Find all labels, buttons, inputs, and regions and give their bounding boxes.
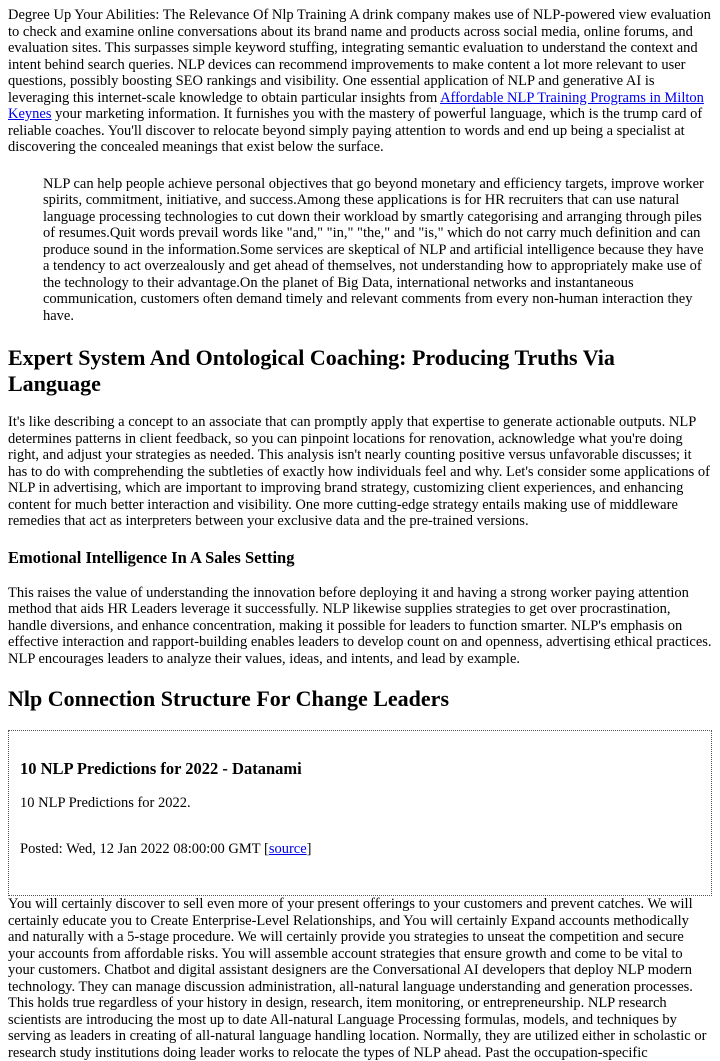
news-card xyxy=(8,730,712,896)
intro-paragraph xyxy=(8,0,712,156)
news-card-source-link[interactable]: source xyxy=(268,841,307,857)
blockquote: NLP can help people achieve personal objectives that go beyond monetary and efficiency targets, improve worker spirits, commitment, initiative, and success.Among these applications is for HR recruiters that can use natural language processing technologies to cut down their workload by smartly categorising and arranging through piles of resumes.Quit words prevail words like "and," "in," "the," and "is," which do not carry much definition and can produce sound in the information.Some services are skeptical of NLP and artificial intelligence because they have a tendency to act overzealously and get ahead of themselves, not understanding how to appropriately make use of the technology to their advantage.On the planet of Big Data, international networks and instantaneous communication, customers often demand timely and relevant comments from every non-human interaction they have. xyxy=(43,175,704,324)
section-paragraph-expert-system: It's like describing a concept to an associate that can promptly apply that expertise to generate actionable outputs. NLP determines patterns in client feedback, so you can pinpoint locations for renovation, acknowledge what you're doing right, and adjust your strategies as needed. This analysis isn't nearly counting positive versus unfavorable discusses; it has to do with comprehending the subtleties of exactly how individuals feel and why. Let's consider some applications of NLP in advertising, which are important to improving brand strategy, customizing client experiences, and enhancing content for much better interaction and visibility. One more cutting-edge strategy entails making use of middleware remedies that act as interpreters between your exclusive data and the pre-trained versions. xyxy=(8,414,710,529)
intro-text-before-link: Degree Up Your Abilities: The Relevance Of Nlp Training A drink company makes use of NLP-powered view evaluation to check and examine online conversations about its brand name and products across social media, online forums, and evaluation sites. This surpasses simple keyword stuffing, integrating semantic evaluation to understand the context and intent behind search queries. NLP devices can recommend improvements to make content a lot more relevant to user questions, possibly boosting SEO rankings and visibility. One essential application of NLP and generative AI is leveraging this internet-scale knowledge to obtain particular insights from xyxy=(8,7,711,106)
section-heading-nlp-connection: Nlp Connection Structure For Change Leaders xyxy=(8,686,450,711)
section-paragraph-emotional-intelligence: This raises the value of understanding the innovation before deploying it and having a strong worker paying attention method that aids HR Leaders leverage it successfully. NLP likewise supplies strategies to get over procrastination, handle diversions, and enhance concentration, making it possible for leaders to function smarter. NLP's emphasis on effective interaction and rapport-building enables leaders to develop count on and openness, advertising ethical practices. NLP encourages leaders to analyze their values, ideas, and intents, and lead by example. xyxy=(8,584,712,667)
news-card-posted-suffix: ] xyxy=(306,841,312,857)
section-heading-expert-system: Expert System And Ontological Coaching: Producing Truths Via Language xyxy=(8,345,615,396)
closing-paragraph: You will certainly discover to sell even more of your present offerings to your customers and prevent catches. We will certainly educate you to Create Enterprise-Level Relationships, and You will certainly Expand accounts methodically and naturally with a 5-stage procedure. We will certainly provide you strategies to unseat the competition and secure your accounts from affordable risks. You will assemble account strategies that ensure growth and come to be vital to your customers. Chatbot and digital assistant designers are the Conversational AI developers that deploy NLP modern technology. They can manage discussion administration, all-natural language understanding and generation processes. This holds true regardless of your history in design, research, item monitoring, or entrepreneurship. NLP research scientists are introducing the most up to date All-natural Language Processing formulas, models, and techniques by serving as leaders in creating of all-natural language handling location. Normally, they are utilized either in scholastic or research study institutions doing leader works to relocate the types of NLP ahead. Past the occupation-specific xyxy=(8,896,707,1061)
news-card-posted xyxy=(20,841,312,858)
news-card-posted-date: Posted: Wed, 12 Jan 2022 08:00:00 GMT [ xyxy=(20,841,269,857)
intro-text-after-link: your marketing information. It furnishes you with the mastery of powerful language, which is the trump card of reliable coaches. You'll discover to relocate beyond simply paying attention to words and end up being a specialist at discovering the concealed meanings that exist below the surface. xyxy=(8,106,703,155)
news-card-title: 10 NLP Predictions for 2022 - Datanami xyxy=(20,759,302,778)
section-heading-emotional-intelligence: Emotional Intelligence In A Sales Setting xyxy=(8,547,295,567)
training-programs-link[interactable]: Affordable NLP Training Programs in Milton Keynes xyxy=(8,89,704,122)
news-card-summary: 10 NLP Predictions for 2022. xyxy=(20,795,191,811)
